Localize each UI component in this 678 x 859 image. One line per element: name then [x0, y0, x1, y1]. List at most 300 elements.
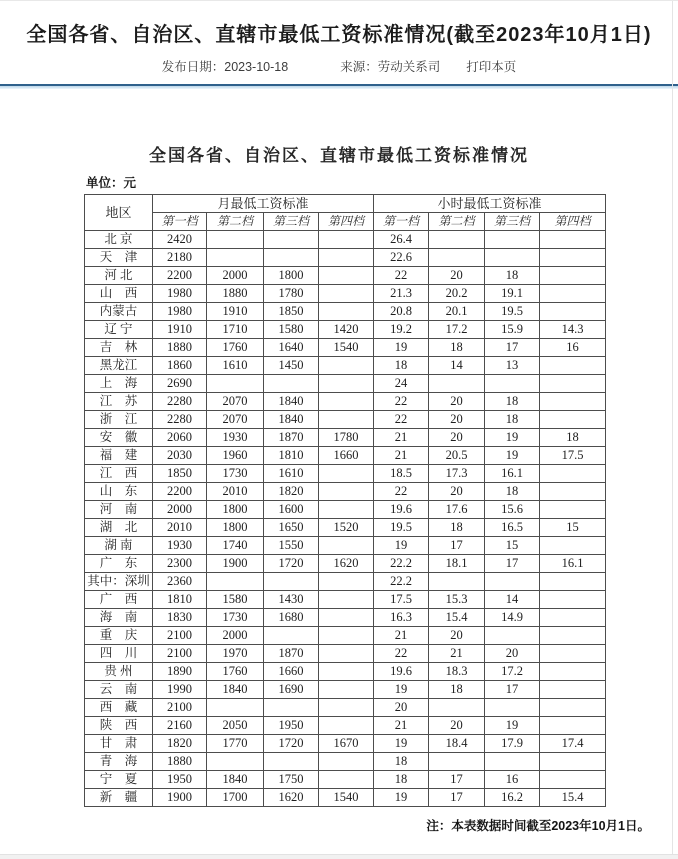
wage-value-cell: 19	[374, 681, 429, 699]
wage-value-cell: 2690	[153, 375, 207, 393]
hourly-tier-1-header: 第一档	[374, 213, 429, 231]
wage-value-cell	[264, 249, 319, 267]
table-row	[85, 501, 606, 519]
table-row	[85, 483, 606, 501]
region-cell: 其中：深圳	[85, 573, 153, 591]
wage-value-cell	[264, 753, 319, 771]
region-cell: 青 海	[85, 753, 153, 771]
publish-date	[162, 57, 288, 75]
region-cell: 河 南	[85, 501, 153, 519]
wage-value-cell	[540, 393, 606, 411]
wage-value-cell: 19.6	[374, 663, 429, 681]
wage-value-cell	[540, 627, 606, 645]
wage-value-cell: 1870	[264, 645, 319, 663]
wage-value-cell	[319, 357, 374, 375]
wage-value-cell	[485, 231, 540, 249]
wage-value-cell	[540, 591, 606, 609]
region-cell: 天 津	[85, 249, 153, 267]
wage-value-cell: 1890	[153, 663, 207, 681]
wage-value-cell: 16	[485, 771, 540, 789]
wage-value-cell: 1540	[319, 339, 374, 357]
region-cell: 北 京	[85, 231, 153, 249]
wage-value-cell	[485, 375, 540, 393]
wage-value-cell: 16.5	[485, 519, 540, 537]
wage-value-cell	[540, 285, 606, 303]
wage-value-cell	[207, 573, 264, 591]
wage-value-cell: 2100	[153, 699, 207, 717]
wage-value-cell: 17	[429, 537, 485, 555]
document-table-title: 全国各省、自治区、直辖市最低工资标准情况	[149, 146, 529, 165]
wage-value-cell	[319, 717, 374, 735]
wage-value-cell: 18.4	[429, 735, 485, 753]
wage-value-cell: 19.5	[374, 519, 429, 537]
wage-value-cell: 1690	[264, 681, 319, 699]
wage-value-cell: 2070	[207, 411, 264, 429]
monthly-tier-1-header: 第一档	[153, 213, 207, 231]
wage-value-cell: 2200	[153, 483, 207, 501]
wage-value-cell: 14.3	[540, 321, 606, 339]
wage-value-cell	[207, 753, 264, 771]
wage-value-cell: 26.4	[374, 231, 429, 249]
wage-value-cell: 14	[485, 591, 540, 609]
table-row	[85, 303, 606, 321]
wage-value-cell: 1800	[207, 501, 264, 519]
wage-value-cell: 1970	[207, 645, 264, 663]
wage-value-cell: 1730	[207, 609, 264, 627]
wage-value-cell: 20	[429, 267, 485, 285]
wage-value-cell: 2160	[153, 717, 207, 735]
table-row	[85, 357, 606, 375]
wage-value-cell: 2000	[207, 267, 264, 285]
wage-value-cell: 2050	[207, 717, 264, 735]
region-cell: 浙 江	[85, 411, 153, 429]
region-cell: 四 川	[85, 645, 153, 663]
wage-value-cell: 1640	[264, 339, 319, 357]
wage-value-cell	[319, 501, 374, 519]
table-row	[85, 753, 606, 771]
wage-value-cell	[540, 573, 606, 591]
wage-value-cell: 19	[374, 735, 429, 753]
wage-value-cell: 15.6	[485, 501, 540, 519]
table-group-header-row	[85, 195, 606, 213]
wage-value-cell: 19	[485, 429, 540, 447]
table-row	[85, 411, 606, 429]
wage-value-cell: 1620	[319, 555, 374, 573]
wage-value-cell: 1740	[207, 537, 264, 555]
wage-value-cell: 15.3	[429, 591, 485, 609]
wage-value-cell: 14.9	[485, 609, 540, 627]
wage-value-cell	[540, 231, 606, 249]
wage-value-cell	[540, 249, 606, 267]
wage-value-cell	[540, 663, 606, 681]
wage-value-cell: 17.5	[374, 591, 429, 609]
wage-value-cell: 2000	[207, 627, 264, 645]
table-row	[85, 699, 606, 717]
wage-value-cell	[319, 393, 374, 411]
wage-value-cell: 15.4	[429, 609, 485, 627]
region-cell: 上 海	[85, 375, 153, 393]
unit-label: 单位：元	[86, 176, 137, 190]
wage-value-cell: 13	[485, 357, 540, 375]
wage-value-cell: 1540	[319, 789, 374, 807]
region-cell: 山 西	[85, 285, 153, 303]
wage-value-cell: 1780	[264, 285, 319, 303]
wage-value-cell: 17	[485, 339, 540, 357]
hourly-group-header: 小时最低工资标准	[374, 195, 606, 213]
monthly-tier-4-header: 第四档	[319, 213, 374, 231]
wage-value-cell: 1840	[264, 411, 319, 429]
table-row	[85, 339, 606, 357]
wage-value-cell	[540, 699, 606, 717]
wage-value-cell: 2060	[153, 429, 207, 447]
region-cell: 重 庆	[85, 627, 153, 645]
wage-value-cell: 1520	[319, 519, 374, 537]
wage-value-cell	[485, 627, 540, 645]
wage-value-cell: 1660	[264, 663, 319, 681]
wage-value-cell	[319, 483, 374, 501]
wage-value-cell: 17.5	[540, 447, 606, 465]
wage-value-cell: 1760	[207, 339, 264, 357]
wage-value-cell	[485, 573, 540, 591]
region-cell: 内蒙古	[85, 303, 153, 321]
monthly-tier-2-header: 第二档	[207, 213, 264, 231]
wage-value-cell	[319, 411, 374, 429]
wage-value-cell: 1650	[264, 519, 319, 537]
table-row	[85, 609, 606, 627]
wage-value-cell: 19	[485, 717, 540, 735]
wage-value-cell	[319, 699, 374, 717]
wage-value-cell: 19.5	[485, 303, 540, 321]
wage-value-cell: 1830	[153, 609, 207, 627]
wage-value-cell: 2100	[153, 627, 207, 645]
wage-value-cell: 1770	[207, 735, 264, 753]
wage-value-cell: 1580	[264, 321, 319, 339]
wage-value-cell: 2030	[153, 447, 207, 465]
wage-value-cell: 1820	[264, 483, 319, 501]
wage-value-cell: 18	[374, 753, 429, 771]
wage-table-body	[85, 231, 606, 807]
wage-value-cell: 22.2	[374, 555, 429, 573]
wage-value-cell: 21.3	[374, 285, 429, 303]
wage-value-cell: 22	[374, 267, 429, 285]
wage-value-cell: 1710	[207, 321, 264, 339]
wage-value-cell: 1720	[264, 555, 319, 573]
wage-value-cell: 1820	[153, 735, 207, 753]
wage-value-cell: 19.2	[374, 321, 429, 339]
wage-value-cell: 1720	[264, 735, 319, 753]
wage-value-cell: 20	[429, 393, 485, 411]
wage-value-cell	[264, 573, 319, 591]
wage-value-cell: 24	[374, 375, 429, 393]
wage-value-cell: 17	[485, 555, 540, 573]
region-cell: 云 南	[85, 681, 153, 699]
wage-value-cell: 20	[429, 627, 485, 645]
wage-value-cell: 16	[540, 339, 606, 357]
region-cell: 山 东	[85, 483, 153, 501]
wage-value-cell: 15	[485, 537, 540, 555]
wage-value-cell: 19	[374, 339, 429, 357]
wage-value-cell	[429, 573, 485, 591]
wage-value-cell: 1950	[264, 717, 319, 735]
wage-value-cell: 16.2	[485, 789, 540, 807]
wage-value-cell	[319, 645, 374, 663]
footnote: 注：本表数据时间截至2023年10月1日。	[426, 819, 650, 833]
minimum-wage-table	[84, 194, 606, 807]
wage-value-cell: 18	[374, 357, 429, 375]
wage-value-cell: 1730	[207, 465, 264, 483]
wage-value-cell: 1680	[264, 609, 319, 627]
wage-value-cell	[319, 591, 374, 609]
wage-value-cell: 22	[374, 645, 429, 663]
wage-value-cell: 1900	[153, 789, 207, 807]
table-row	[85, 249, 606, 267]
hourly-tier-4-header: 第四档	[540, 213, 606, 231]
wage-value-cell	[319, 285, 374, 303]
right-edge-divider	[672, 1, 673, 859]
wage-value-cell: 15	[540, 519, 606, 537]
wage-value-cell: 1420	[319, 321, 374, 339]
table-row	[85, 627, 606, 645]
wage-value-cell	[540, 465, 606, 483]
wage-value-cell	[264, 375, 319, 393]
wage-value-cell: 20	[429, 483, 485, 501]
wage-value-cell: 20.5	[429, 447, 485, 465]
wage-value-cell: 1930	[153, 537, 207, 555]
wage-value-cell: 1700	[207, 789, 264, 807]
wage-value-cell: 1850	[153, 465, 207, 483]
region-cell: 湖 北	[85, 519, 153, 537]
wage-value-cell: 20.8	[374, 303, 429, 321]
region-cell: 西 藏	[85, 699, 153, 717]
region-cell: 黑龙江	[85, 357, 153, 375]
wage-value-cell: 2010	[207, 483, 264, 501]
wage-value-cell	[429, 753, 485, 771]
wage-value-cell: 1580	[207, 591, 264, 609]
table-row	[85, 465, 606, 483]
wage-value-cell	[319, 267, 374, 285]
wage-value-cell	[319, 627, 374, 645]
wage-value-cell: 1430	[264, 591, 319, 609]
wage-value-cell	[319, 573, 374, 591]
wage-value-cell: 1910	[153, 321, 207, 339]
monthly-tier-3-header: 第三档	[264, 213, 319, 231]
table-row	[85, 447, 606, 465]
wage-value-cell: 19	[374, 537, 429, 555]
wage-value-cell: 1810	[264, 447, 319, 465]
wage-value-cell	[429, 249, 485, 267]
region-cell: 新 疆	[85, 789, 153, 807]
wage-value-cell	[264, 699, 319, 717]
wage-value-cell: 22	[374, 393, 429, 411]
wage-value-cell: 22.2	[374, 573, 429, 591]
wage-value-cell	[319, 465, 374, 483]
wage-value-cell: 16.3	[374, 609, 429, 627]
wage-value-cell: 1980	[153, 285, 207, 303]
wage-value-cell	[540, 483, 606, 501]
wage-value-cell	[429, 231, 485, 249]
wage-value-cell: 16.1	[540, 555, 606, 573]
wage-value-cell: 2360	[153, 573, 207, 591]
wage-value-cell: 1800	[207, 519, 264, 537]
wage-value-cell: 1880	[207, 285, 264, 303]
region-cell: 福 建	[85, 447, 153, 465]
region-column-header: 地区	[85, 195, 153, 231]
wage-value-cell: 17	[485, 681, 540, 699]
wage-value-cell: 20	[429, 411, 485, 429]
wage-value-cell: 16.1	[485, 465, 540, 483]
wage-value-cell: 18.5	[374, 465, 429, 483]
wage-value-cell: 1870	[264, 429, 319, 447]
wage-value-cell: 19	[374, 789, 429, 807]
publish-date-label: 发布日期：	[161, 60, 225, 74]
wage-value-cell	[319, 663, 374, 681]
wage-value-cell	[540, 501, 606, 519]
wage-value-cell	[319, 303, 374, 321]
wage-value-cell: 18	[485, 411, 540, 429]
wage-value-cell	[319, 681, 374, 699]
source	[340, 57, 440, 75]
wage-value-cell	[485, 699, 540, 717]
region-cell: 陕 西	[85, 717, 153, 735]
wage-value-cell	[264, 231, 319, 249]
wage-value-cell: 20	[429, 717, 485, 735]
source-label: 来源：	[340, 60, 378, 74]
table-row	[85, 573, 606, 591]
wage-value-cell: 19.6	[374, 501, 429, 519]
table-row	[85, 771, 606, 789]
table-row	[85, 519, 606, 537]
wage-value-cell: 2200	[153, 267, 207, 285]
wage-value-cell: 20	[374, 699, 429, 717]
source-value: 劳动关系司	[377, 60, 441, 74]
wage-value-cell: 2280	[153, 411, 207, 429]
wage-value-cell: 2010	[153, 519, 207, 537]
wage-value-cell: 18	[429, 681, 485, 699]
region-cell: 吉 林	[85, 339, 153, 357]
region-cell: 河 北	[85, 267, 153, 285]
wage-value-cell	[264, 627, 319, 645]
table-row	[85, 537, 606, 555]
wage-value-cell: 1960	[207, 447, 264, 465]
wage-value-cell: 1930	[207, 429, 264, 447]
print-page-link[interactable]: 打印本页	[466, 60, 517, 74]
wage-value-cell	[207, 249, 264, 267]
region-cell: 江 西	[85, 465, 153, 483]
wage-value-cell: 18	[374, 771, 429, 789]
wage-value-cell: 1750	[264, 771, 319, 789]
wage-value-cell	[319, 537, 374, 555]
wage-value-cell	[207, 699, 264, 717]
wage-value-cell: 21	[429, 645, 485, 663]
wage-value-cell: 1880	[153, 339, 207, 357]
wage-value-cell: 1670	[319, 735, 374, 753]
wage-value-cell	[540, 357, 606, 375]
wage-value-cell	[319, 771, 374, 789]
wage-value-cell: 18	[485, 483, 540, 501]
table-tier-header-row	[85, 213, 606, 231]
wage-value-cell: 18	[429, 519, 485, 537]
wage-value-cell: 1980	[153, 303, 207, 321]
table-row	[85, 645, 606, 663]
wage-value-cell: 1810	[153, 591, 207, 609]
table-row	[85, 681, 606, 699]
wage-value-cell: 17.2	[429, 321, 485, 339]
wage-value-cell: 1660	[319, 447, 374, 465]
region-cell: 广 东	[85, 555, 153, 573]
wage-value-cell: 1780	[319, 429, 374, 447]
wage-value-cell: 22	[374, 411, 429, 429]
wage-value-cell: 19.1	[485, 285, 540, 303]
wage-value-cell: 22.6	[374, 249, 429, 267]
wage-value-cell	[540, 537, 606, 555]
wage-value-cell: 20.1	[429, 303, 485, 321]
wage-value-cell	[207, 375, 264, 393]
wage-value-cell: 21	[374, 627, 429, 645]
wage-value-cell: 22	[374, 483, 429, 501]
wage-value-cell	[319, 609, 374, 627]
region-cell: 贵 州	[85, 663, 153, 681]
wage-value-cell: 17.9	[485, 735, 540, 753]
wage-value-cell	[540, 375, 606, 393]
wage-value-cell	[540, 411, 606, 429]
table-row	[85, 789, 606, 807]
page-title: 全国各省、自治区、直辖市最低工资标准情况(截至2023年10月1日)	[26, 24, 652, 46]
meta-bar	[0, 57, 678, 75]
wage-value-cell: 18	[485, 393, 540, 411]
wage-value-cell	[485, 753, 540, 771]
region-cell: 海 南	[85, 609, 153, 627]
publish-date-value: 2023-10-18	[224, 60, 289, 74]
region-cell: 辽 宁	[85, 321, 153, 339]
wage-value-cell	[540, 303, 606, 321]
wage-value-cell: 1610	[264, 465, 319, 483]
region-cell: 宁 夏	[85, 771, 153, 789]
wage-value-cell: 1990	[153, 681, 207, 699]
wage-value-cell: 17.4	[540, 735, 606, 753]
wage-value-cell: 18	[485, 267, 540, 285]
table-row	[85, 429, 606, 447]
wage-value-cell: 1950	[153, 771, 207, 789]
wage-value-cell: 1620	[264, 789, 319, 807]
wage-value-cell: 2100	[153, 645, 207, 663]
wage-value-cell	[540, 753, 606, 771]
wage-value-cell	[319, 249, 374, 267]
wage-value-cell	[207, 231, 264, 249]
wage-value-cell: 2180	[153, 249, 207, 267]
wage-value-cell: 1550	[264, 537, 319, 555]
region-cell: 广 西	[85, 591, 153, 609]
wage-value-cell: 1450	[264, 357, 319, 375]
wage-value-cell: 1860	[153, 357, 207, 375]
wage-value-cell: 21	[374, 429, 429, 447]
wage-value-cell	[540, 267, 606, 285]
wage-value-cell	[540, 609, 606, 627]
wage-value-cell: 1600	[264, 501, 319, 519]
wage-value-cell: 1840	[207, 681, 264, 699]
wage-value-cell	[429, 375, 485, 393]
wage-value-cell: 20	[485, 645, 540, 663]
wage-value-cell: 2280	[153, 393, 207, 411]
region-cell: 江 苏	[85, 393, 153, 411]
wage-value-cell: 17.2	[485, 663, 540, 681]
table-row	[85, 321, 606, 339]
wage-value-cell: 2300	[153, 555, 207, 573]
region-cell: 湖 南	[85, 537, 153, 555]
wage-value-cell: 15.4	[540, 789, 606, 807]
wage-value-cell	[540, 717, 606, 735]
wage-value-cell: 1880	[153, 753, 207, 771]
wage-value-cell: 18	[540, 429, 606, 447]
